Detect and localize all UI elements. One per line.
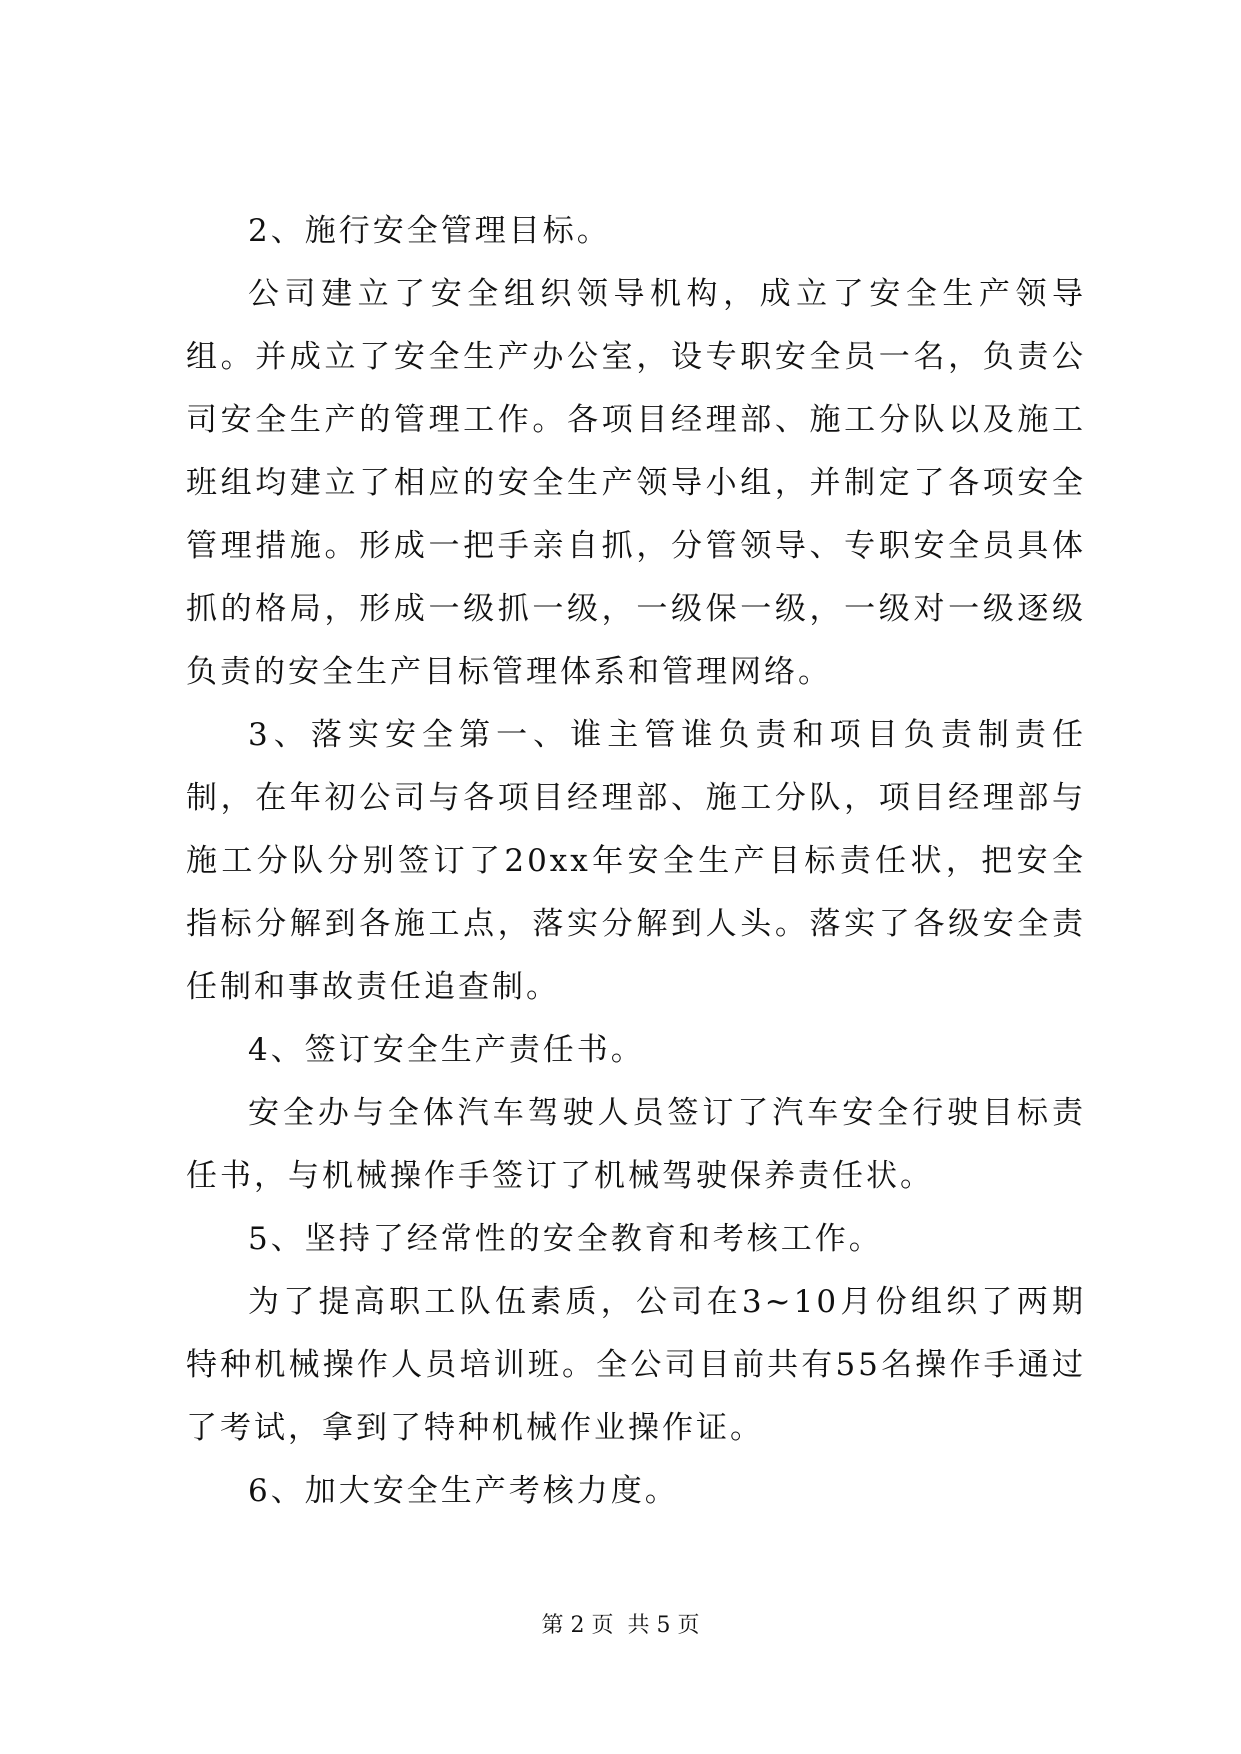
document-body [186,200,1086,1523]
paragraph-organization: 公司建立了安全组织领导机构，成立了安全生产领导组。并成立了安全生产办公室，设专职安全员一名，负责公司安全生产的管理工作。各项目经理部、施工分队以及施工班组均建立了相应的安全生产领导小组，并制定了各项安全管理措施。形成一把手亲自抓，分管领导、专职安全员具体抓的格局，形成一级抓一级，一级保一级，一级对一级逐级负责的安全生产目标管理体系和管理网络。 [186,276,1086,690]
page-footer [0,1613,1241,1639]
paragraph-training: 为了提高职工队伍素质，公司在3~10月份组织了两期特种机械操作人员培训班。全公司目前共有55名操作手通过了考试，拿到了特种机械作业操作证。 [186,1284,1086,1446]
section-heading-2: 2、施行安全管理目标。 [248,213,611,249]
section-heading-6: 6、加大安全生产考核力度。 [248,1473,679,1509]
page-number-label: 第 2 页 共 5 页 [541,1613,700,1638]
paragraph-responsibility-letters: 安全办与全体汽车驾驶人员签订了汽车安全行驶目标责任书，与机械操作手签订了机械驾驶保养责任状。 [186,1095,1086,1194]
section-heading-5: 5、坚持了经常性的安全教育和考核工作。 [248,1221,883,1257]
section-heading-4: 4、签订安全生产责任书。 [248,1032,645,1068]
section-heading-3: 3、落实安全第一、谁主管谁负责和项目负责制责任制，在年初公司与各项目经理部、施工分队，项目经理部与施工分队分别签订了20xx年安全生产目标责任状，把安全指标分解到各施工点，落实分解到人头。落实了各级安全责任制和事故责任追查制。 [186,717,1086,1005]
